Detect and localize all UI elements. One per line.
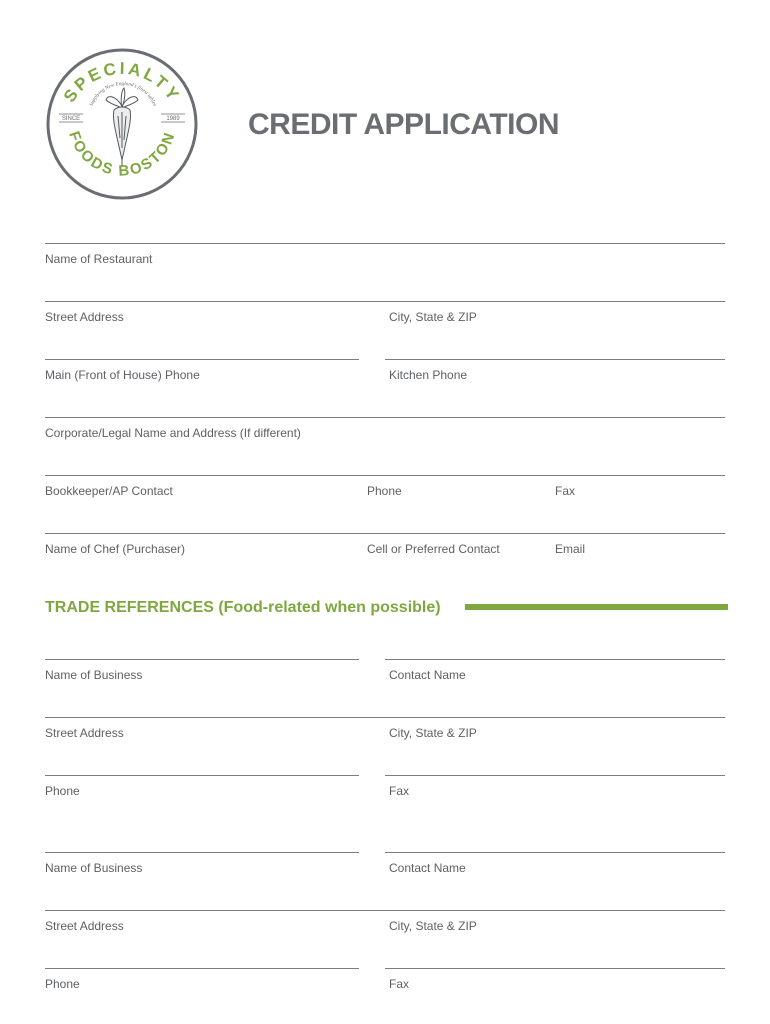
street-address-label: Street Address [45, 310, 124, 324]
ref1-fax-label: Fax [389, 784, 410, 798]
ref2-street-label: Street Address [45, 919, 124, 933]
ref1-phone-label: Phone [45, 784, 80, 798]
kitchen-phone-field[interactable] [385, 359, 725, 360]
chef-email-label: Email [555, 542, 586, 556]
ref1-business-field[interactable] [45, 659, 359, 660]
corporate-name-field[interactable] [45, 417, 725, 418]
corporate-name-label: Corporate/Legal Name and Address (If different) [45, 426, 301, 440]
chef-contact-label: Cell or Preferred Contact [367, 542, 500, 556]
bookkeeper-contact-label: Bookkeeper/AP Contact [45, 484, 173, 498]
ref2-phone-label: Phone [45, 977, 80, 991]
ref2-business-label: Name of Business [45, 861, 143, 875]
ref2-fax-field[interactable] [385, 968, 725, 969]
chef-name-label: Name of Chef (Purchaser) [45, 542, 186, 556]
ref1-address-field[interactable] [45, 717, 725, 718]
logo-top-text: SPECIALTY [59, 58, 185, 106]
trade-references-title: TRADE REFERENCES (Food-related when possible) [45, 599, 441, 616]
ref1-phone-field[interactable] [45, 775, 359, 776]
ref1-business-label: Name of Business [45, 668, 143, 682]
ref2-fax-label: Fax [389, 977, 410, 991]
specialty-foods-boston-logo [46, 48, 198, 200]
main-phone-label: Main (Front of House) Phone [45, 368, 200, 382]
logo-since: SINCE [61, 116, 81, 122]
kitchen-phone-label: Kitchen Phone [389, 368, 468, 382]
ref2-phone-field[interactable] [45, 968, 359, 969]
bookkeeper-field[interactable] [45, 475, 725, 476]
chef-field[interactable] [45, 533, 725, 534]
ref2-address-field[interactable] [45, 910, 725, 911]
ref2-business-field[interactable] [45, 852, 359, 853]
restaurant-name-field[interactable] [45, 243, 725, 244]
logo-year: 1989 [166, 116, 180, 122]
radish-icon [106, 88, 138, 166]
ref1-city-label: City, State & ZIP [389, 726, 477, 740]
bookkeeper-fax-label: Fax [555, 484, 576, 498]
ref1-contact-label: Contact Name [389, 668, 466, 682]
ref1-street-label: Street Address [45, 726, 124, 740]
city-state-zip-label: City, State & ZIP [389, 310, 477, 324]
bookkeeper-phone-label: Phone [367, 484, 402, 498]
ref2-contact-label: Contact Name [389, 861, 466, 875]
ref1-fax-field[interactable] [385, 775, 725, 776]
logo-bottom-text: FOODS BOSTON [65, 129, 179, 180]
street-address-field[interactable] [45, 301, 725, 302]
ref2-contact-field[interactable] [385, 852, 725, 853]
ref2-city-label: City, State & ZIP [389, 919, 477, 933]
restaurant-name-label: Name of Restaurant [45, 252, 153, 266]
section-accent-bar [465, 604, 728, 610]
page-title: CREDIT APPLICATION [248, 108, 559, 141]
logo-tagline: Supplying New England's finest tables [88, 80, 158, 108]
ref1-contact-field[interactable] [385, 659, 725, 660]
main-phone-field[interactable] [45, 359, 359, 360]
